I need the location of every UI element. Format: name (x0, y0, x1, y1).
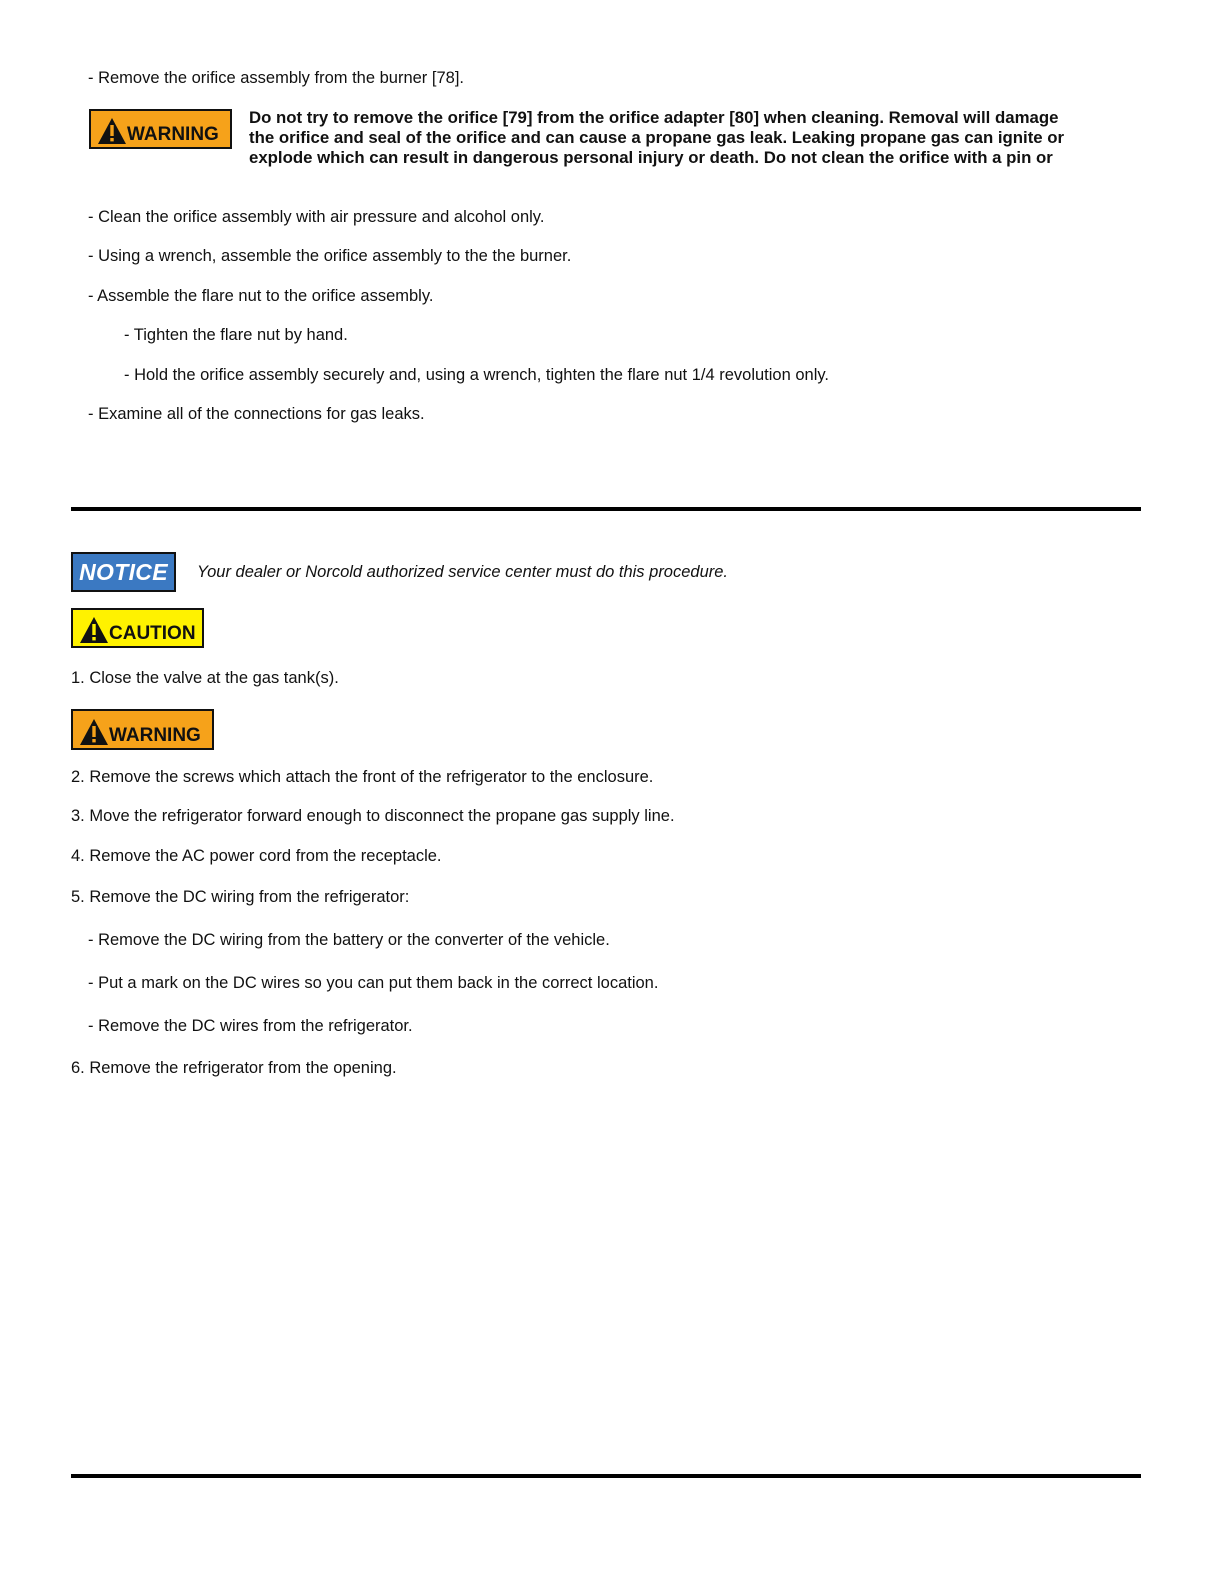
step-2: 2. Remove the screws which attach the front of the refrigerator to the enclosure. (71, 768, 654, 786)
footer-divider (71, 1474, 1141, 1478)
warning-label: WARNING (127, 124, 219, 145)
step-wrench: - Using a wrench, assemble the orifice assembly to the the burner. (88, 247, 572, 265)
substep-tighten-wrench: - Hold the orifice assembly securely and, using a wrench, tighten the flare nut 1/4 revolution only. (124, 366, 829, 384)
section-divider (71, 507, 1141, 511)
caution-label: CAUTION (109, 623, 196, 644)
step-remove-orifice: - Remove the orifice assembly from the burner [78]. (88, 69, 464, 87)
warning-text-line: Do not try to remove the orifice [79] from the orifice adapter [80] when cleaning. Removal will damage (249, 108, 1059, 127)
substep-tighten-hand: - Tighten the flare nut by hand. (124, 326, 348, 344)
step-examine: - Examine all of the connections for gas leaks. (88, 405, 425, 423)
caution-badge (71, 608, 204, 648)
caution-triangle-icon (79, 616, 109, 644)
step-5-sub-2: - Put a mark on the DC wires so you can put them back in the correct location. (88, 974, 659, 992)
step-5: 5. Remove the DC wiring from the refrigerator: (71, 888, 410, 906)
step-3: 3. Move the refrigerator forward enough to disconnect the propane gas supply line. (71, 807, 675, 825)
warning-triangle-icon (79, 718, 109, 746)
warning-label: WARNING (109, 725, 201, 746)
step-5-sub-3: - Remove the DC wires from the refrigerator. (88, 1017, 413, 1035)
warning-triangle-icon (97, 117, 127, 145)
step-5-sub-1: - Remove the DC wiring from the battery or the converter of the vehicle. (88, 931, 610, 949)
warning-badge-2 (71, 709, 214, 750)
step-6: 6. Remove the refrigerator from the opening. (71, 1059, 397, 1077)
notice-badge: NOTICE (71, 552, 176, 592)
step-clean: - Clean the orifice assembly with air pressure and alcohol only. (88, 208, 545, 226)
warning-text (249, 108, 1149, 168)
warning-badge (89, 109, 232, 149)
warning-text-line: the orifice and seal of the orifice and can cause a propane gas leak. Leaking propane gas can ignite or (249, 128, 1065, 147)
step-1: 1. Close the valve at the gas tank(s). (71, 669, 339, 687)
step-4: 4. Remove the AC power cord from the receptacle. (71, 847, 442, 865)
warning-text-line: explode which can result in dangerous personal injury or death. Do not clean the orifice with a pin or (249, 148, 1053, 167)
notice-text: Your dealer or Norcold authorized service center must do this procedure. (197, 563, 729, 581)
step-flare: - Assemble the flare nut to the orifice assembly. (88, 287, 434, 305)
